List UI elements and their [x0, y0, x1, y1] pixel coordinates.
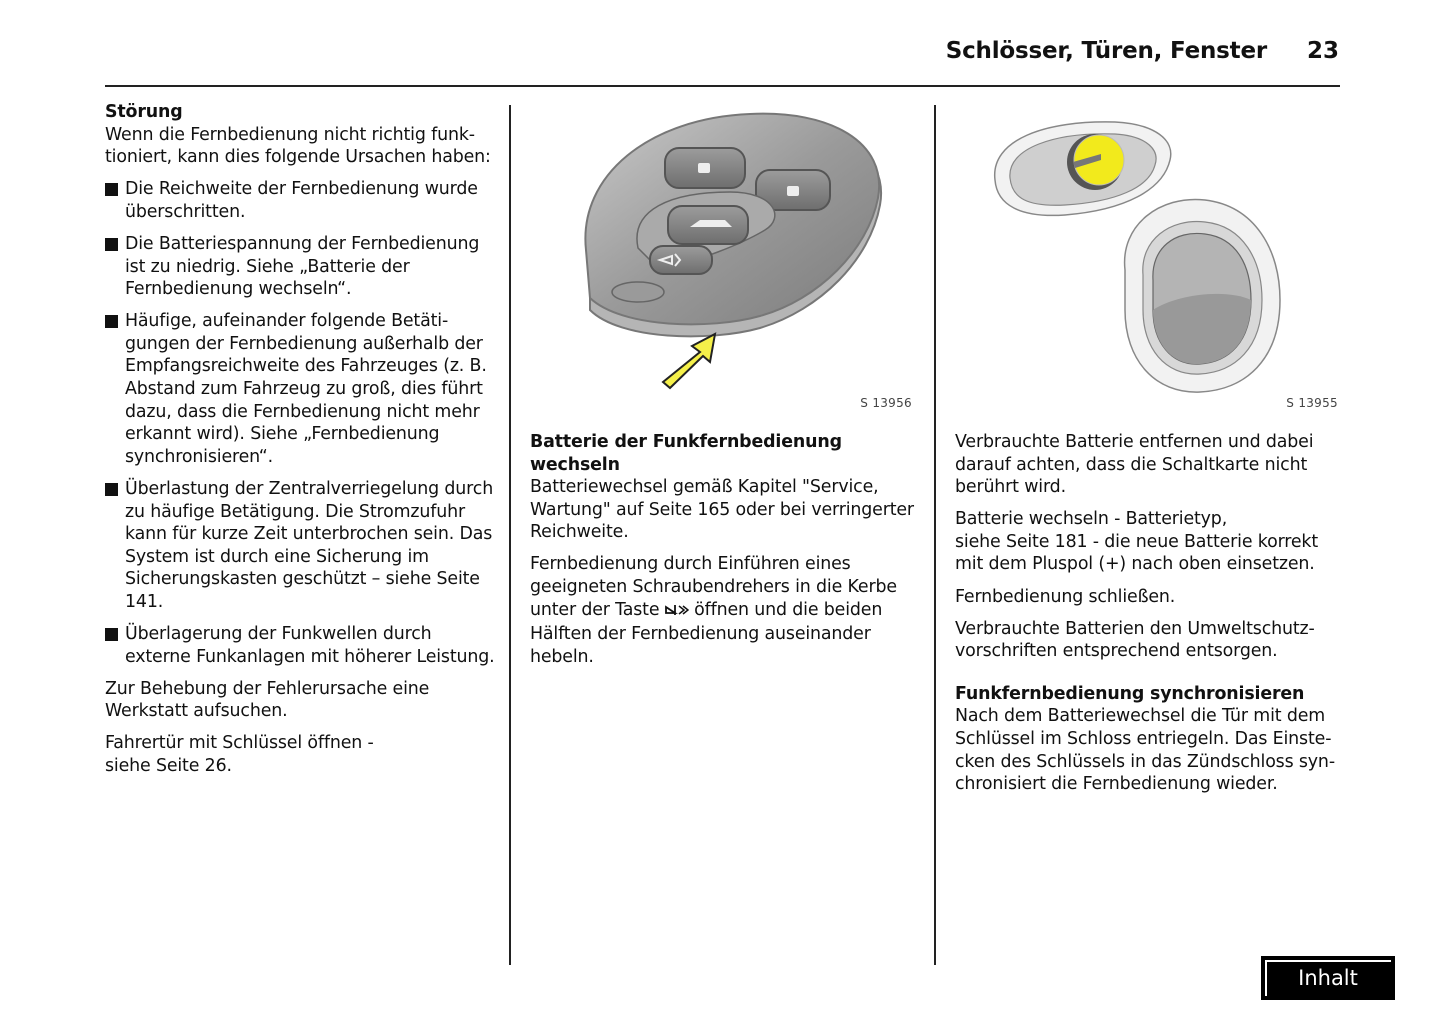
contents-button-label: Inhalt	[1298, 966, 1358, 990]
open-fob-paragraph: Fernbedienung durch Einführen eines geeigneten Schraubendrehers in die Kerbe unter der Taste öffnen und die beiden Hälften der Fernbedienung auseinander hebeln.	[530, 554, 897, 667]
bullet-square-icon	[105, 315, 118, 328]
list-item: Überlagerung der Funkwellen durch externe Funkanlagen mit höherer Leistung.	[105, 623, 497, 668]
opened-fob-image	[975, 110, 1340, 410]
intro-paragraph: Wenn die Fernbedienung nicht richtig funktioniert, kann dies folgende Ursachen haben:	[105, 124, 491, 168]
battery-change-heading: Batterie der Funkfernbedienung wechseln	[530, 432, 842, 475]
opened-fob-illustration	[975, 110, 1340, 410]
contents-button[interactable]	[1261, 956, 1395, 1000]
synchronize-heading: Funkfernbedienung synchronisieren	[955, 683, 1305, 704]
column-divider-2	[934, 105, 936, 965]
list-item: Die Reichweite der Fernbedienung wurde überschritten.	[105, 178, 497, 223]
insert-battery-paragraph: Batterie wechseln - Batterietyp, siehe Seite 181 - die neue Batterie korrekt mit dem Pluspol (+) nach oben einsetzen.	[955, 509, 1319, 575]
synchronize-paragraph: Nach dem Batteriewechsel die Tür mit dem Schlüssel im Schloss entriegeln. Das Einstecken des Schlüssels in das Zündschloss synchronisiert die Fernbedienung wieder.	[955, 706, 1336, 795]
bullet-square-icon	[105, 238, 118, 251]
arrow-icon	[663, 334, 715, 388]
close-fob-paragraph: Fernbedienung schließen.	[955, 586, 1176, 607]
header-divider	[105, 85, 1340, 87]
troubleshooting-heading: Störung	[105, 102, 183, 122]
horn-icon	[665, 601, 689, 624]
bullet-square-icon	[105, 628, 118, 641]
bullet-square-icon	[105, 483, 118, 496]
middle-column	[530, 431, 922, 678]
list-item: Häufige, aufeinander folgende Betätigungen der Fernbedienung außerhalb der Empfangsreichweite des Fahrzeuges (z. B. Abstand zum Fahrzeug zu groß, dies führt dazu, dass die Fernbedienung nicht mehr erkannt wird). Siehe „Fernbedienung synchronisieren“.	[105, 310, 497, 468]
figure-label: S 13956	[860, 396, 912, 410]
remove-battery-paragraph: Verbrauchte Batterie entfernen und dabei darauf achten, dass die Schaltkarte nicht berührt wird.	[955, 432, 1314, 498]
key-fob-image	[560, 110, 920, 410]
workshop-paragraph: Zur Behebung der Fehlerursache eine Werkstatt aufsuchen.	[105, 678, 430, 722]
right-column	[955, 431, 1347, 805]
bullet-square-icon	[105, 183, 118, 196]
column-divider-1	[509, 105, 511, 965]
disposal-paragraph: Verbrauchte Batterien den Umweltschutzvorschriften entsprechend entsorgen.	[955, 618, 1315, 662]
figure-label: S 13955	[1286, 396, 1338, 410]
list-item: Überlastung der Zentralverriegelung durch zu häufige Betätigung. Die Stromzufuhr kann für kurze Zeit unterbrochen sein. Das System ist durch eine Sicherung im Sicherungskasten geschützt – siehe Seite 141.	[105, 478, 497, 614]
door-paragraph: Fahrertür mit Schlüssel öffnen - siehe Seite 26.	[105, 733, 374, 776]
list-item: Die Batteriespannung der Fernbedienung ist zu niedrig. Siehe „Batterie der Fernbedienung wechseln“.	[105, 233, 497, 301]
page-number: 23	[1306, 38, 1339, 64]
battery-change-paragraph: Batteriewechsel gemäß Kapitel "Service, Wartung" auf Seite 165 oder bei verringerter Reichweite.	[530, 477, 914, 543]
section-title: Schlösser, Türen, Fenster	[945, 38, 1267, 64]
left-column	[105, 101, 497, 787]
key-fob-illustration	[560, 110, 920, 410]
